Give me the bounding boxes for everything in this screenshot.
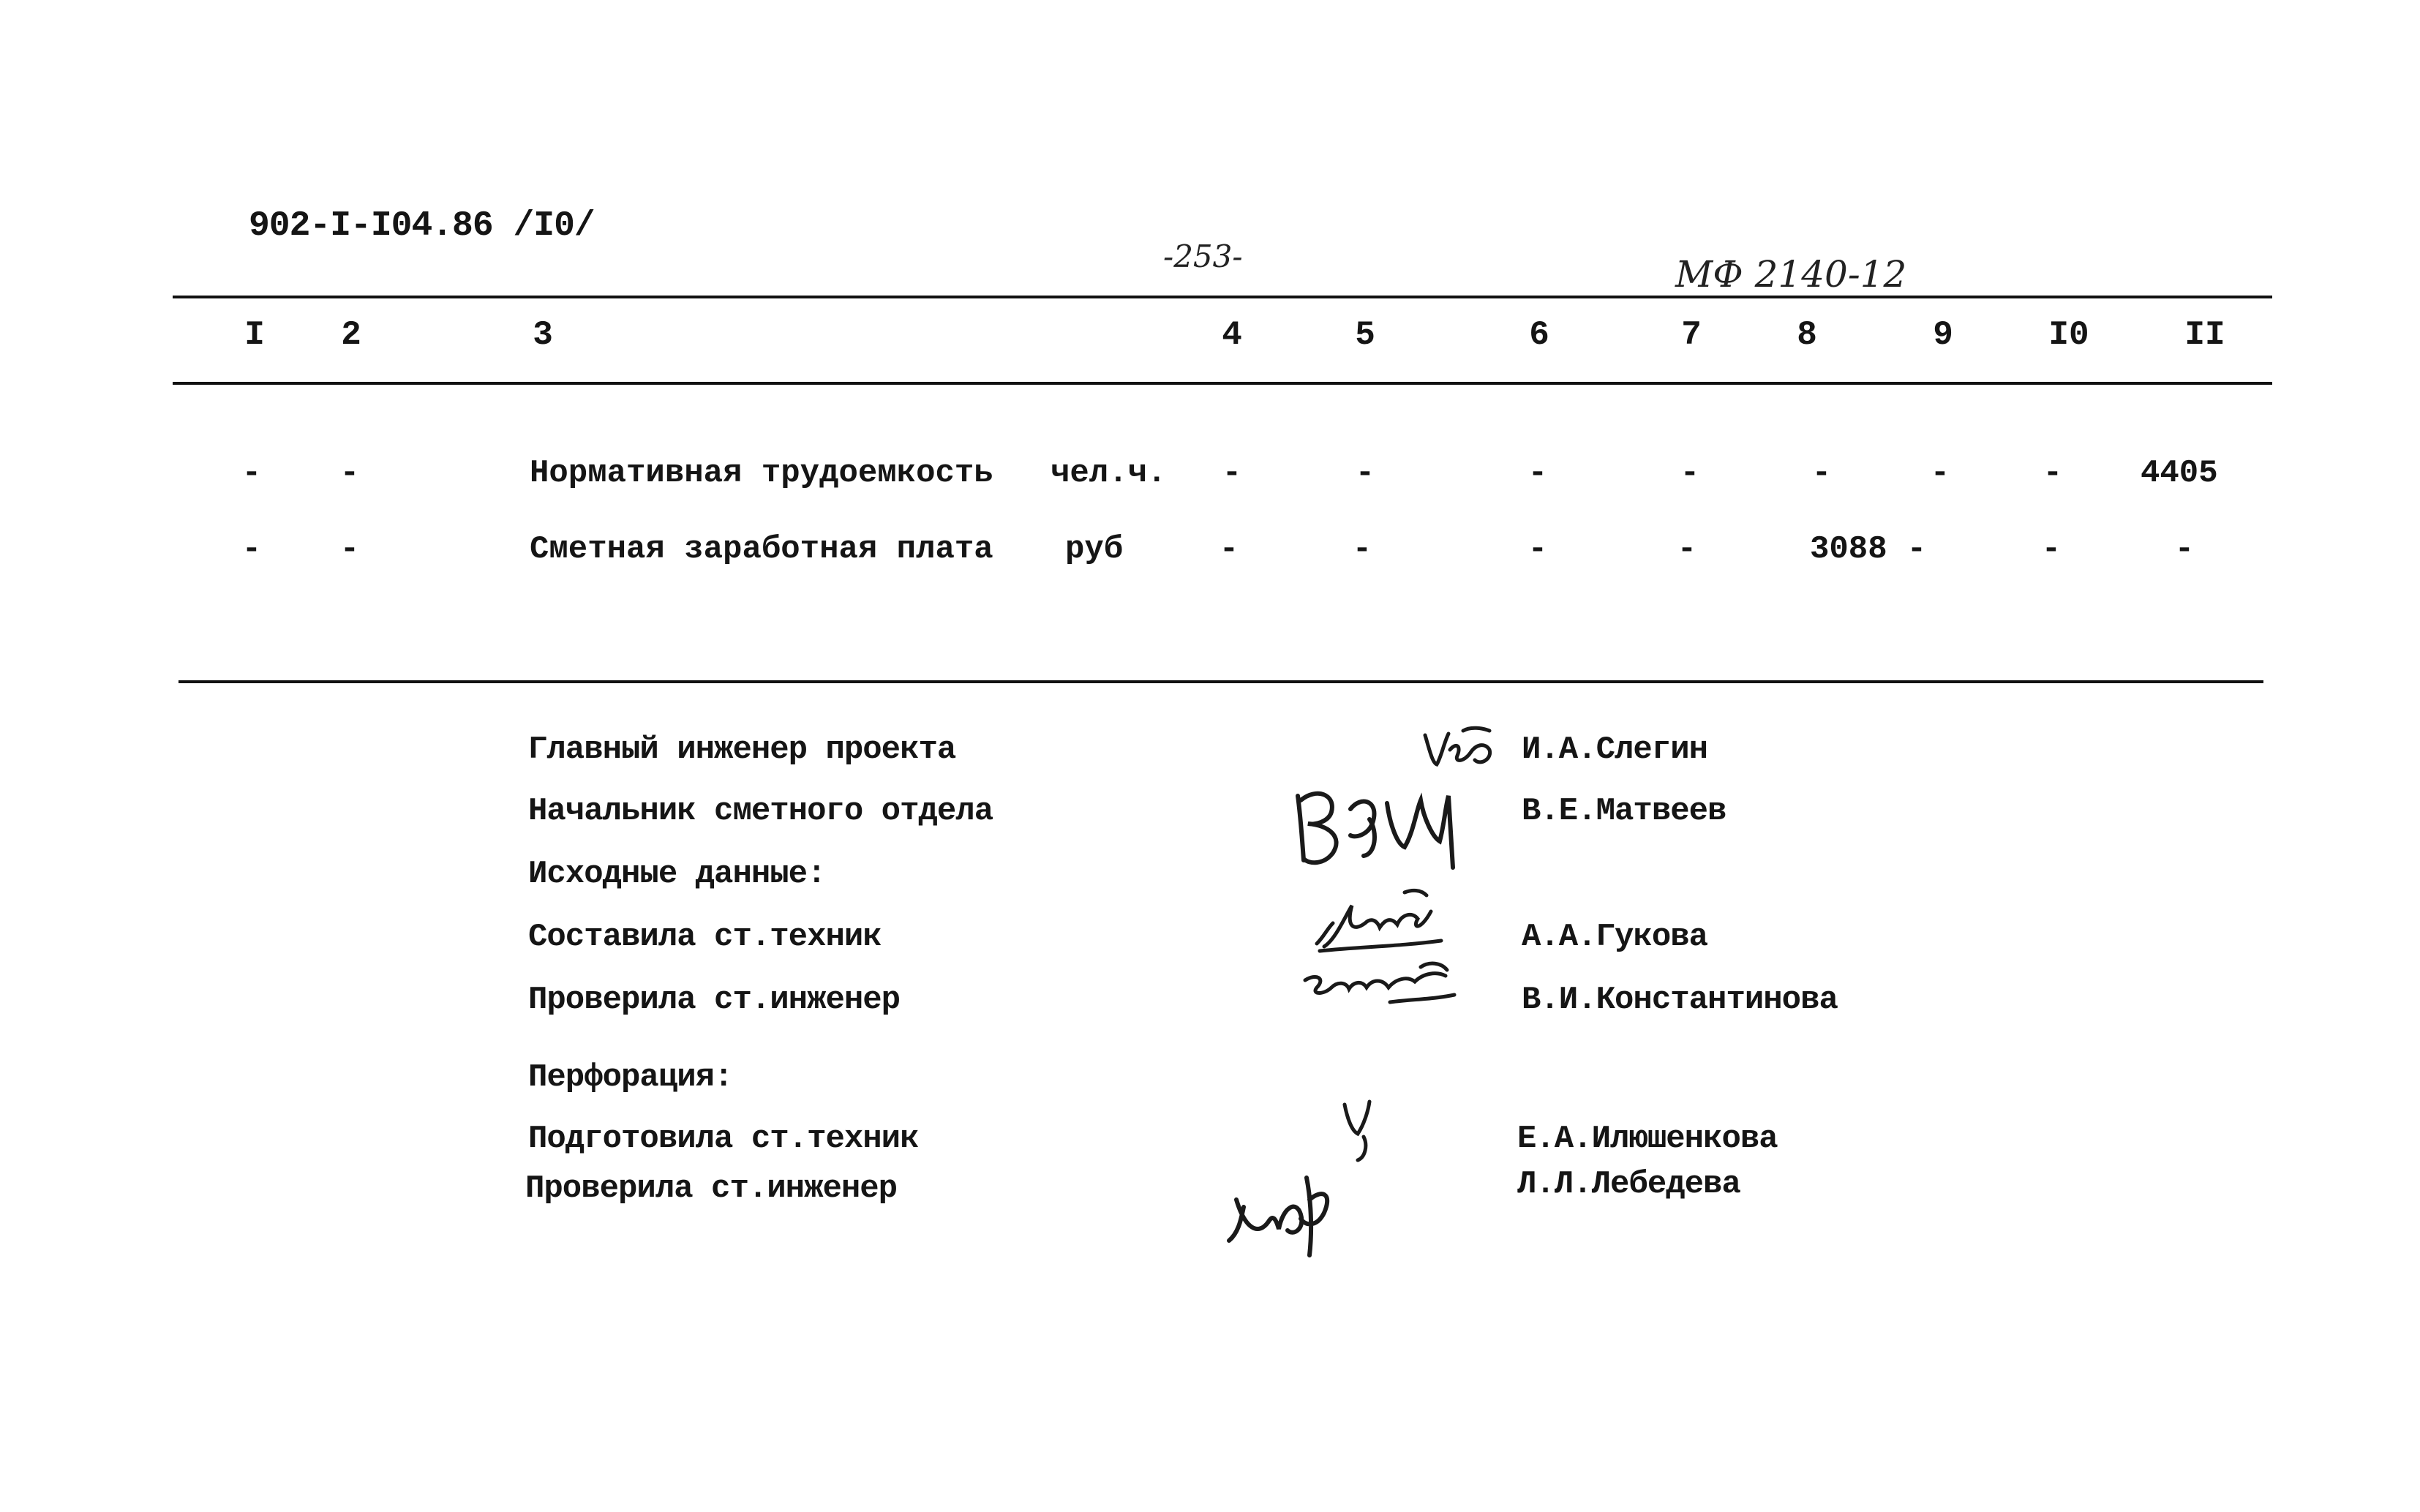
name-prepared-by: Е.А.Илюшенкова [1517, 1121, 1778, 1157]
name-estimate-head: В.Е.Матвеев [1522, 793, 1726, 830]
column-number: 2 [341, 316, 361, 354]
signature-compiled-checked [1295, 885, 1485, 1024]
cell-col2: - [339, 455, 360, 492]
column-number: 4 [1222, 316, 1242, 354]
column-number: 3 [533, 316, 553, 354]
column-number: 8 [1797, 316, 1817, 354]
column-number: I [244, 316, 265, 354]
cell-col8: - [1811, 455, 1832, 492]
cell-name: Нормативная трудоемкость [530, 455, 993, 492]
column-number: 6 [1529, 316, 1549, 354]
cell-col4: - [1219, 531, 1239, 568]
table-bottom-rule [179, 680, 2263, 683]
signature-chief-engineer [1419, 721, 1507, 779]
role-perf-checked-by: Проверила ст.инженер [525, 1170, 898, 1207]
cell-col1: - [241, 455, 262, 492]
cell-col9: - [1930, 455, 1950, 492]
column-number: 9 [1933, 316, 1953, 354]
page-number: -253- [1163, 238, 1243, 274]
role-compiled-by: Составила ст.техник [528, 919, 882, 955]
cell-col7: - [1680, 455, 1700, 492]
role-estimate-head: Начальник сметного отдела [528, 793, 993, 830]
cell-col9: - [1906, 531, 1927, 568]
source-data-heading: Исходные данные: [528, 856, 826, 892]
cell-col7: - [1677, 531, 1697, 568]
cell-col8: 3088 [1810, 531, 1887, 568]
cell-col4: - [1222, 455, 1242, 492]
column-number: 7 [1681, 316, 1702, 354]
column-number: II [2184, 316, 2225, 354]
cell-col2: - [339, 531, 360, 568]
role-checked-by: Проверила ст.инженер [528, 982, 901, 1018]
cell-name: Сметная заработная плата [530, 531, 993, 568]
table-top-rule [173, 296, 2272, 298]
cell-col5: - [1355, 455, 1375, 492]
signature-perforation [1214, 1090, 1390, 1265]
sheet-code: МФ 2140-12 [1675, 253, 1907, 296]
cell-col11: 4405 [2141, 455, 2218, 492]
role-prepared-by: Подготовила ст.техник [528, 1121, 919, 1157]
name-compiled-by: А.А.Гукова [1522, 919, 1708, 955]
name-chief-engineer: И.А.Слегин [1522, 731, 1708, 768]
cell-col5: - [1352, 531, 1372, 568]
column-number: 5 [1355, 316, 1375, 354]
signature-estimate-head [1288, 774, 1478, 876]
name-checked-by: В.И.Константинова [1522, 982, 1838, 1018]
name-perf-checked-by: Л.Л.Лебедева [1517, 1166, 1740, 1203]
document-code: 902-I-I04.86 /I0/ [249, 206, 595, 246]
cell-col10: - [2043, 455, 2063, 492]
cell-col11: - [2174, 531, 2195, 568]
role-chief-engineer: Главный инженер проекта [528, 731, 956, 768]
column-number: I0 [2048, 316, 2089, 354]
cell-col10: - [2041, 531, 2062, 568]
cell-unit: руб [1065, 531, 1124, 568]
cell-col6: - [1527, 455, 1548, 492]
perforation-heading: Перфорация: [528, 1059, 733, 1096]
cell-col6: - [1527, 531, 1548, 568]
cell-col1: - [241, 531, 262, 568]
table-header-rule [173, 382, 2272, 385]
cell-unit: чел.ч. [1051, 455, 1167, 492]
